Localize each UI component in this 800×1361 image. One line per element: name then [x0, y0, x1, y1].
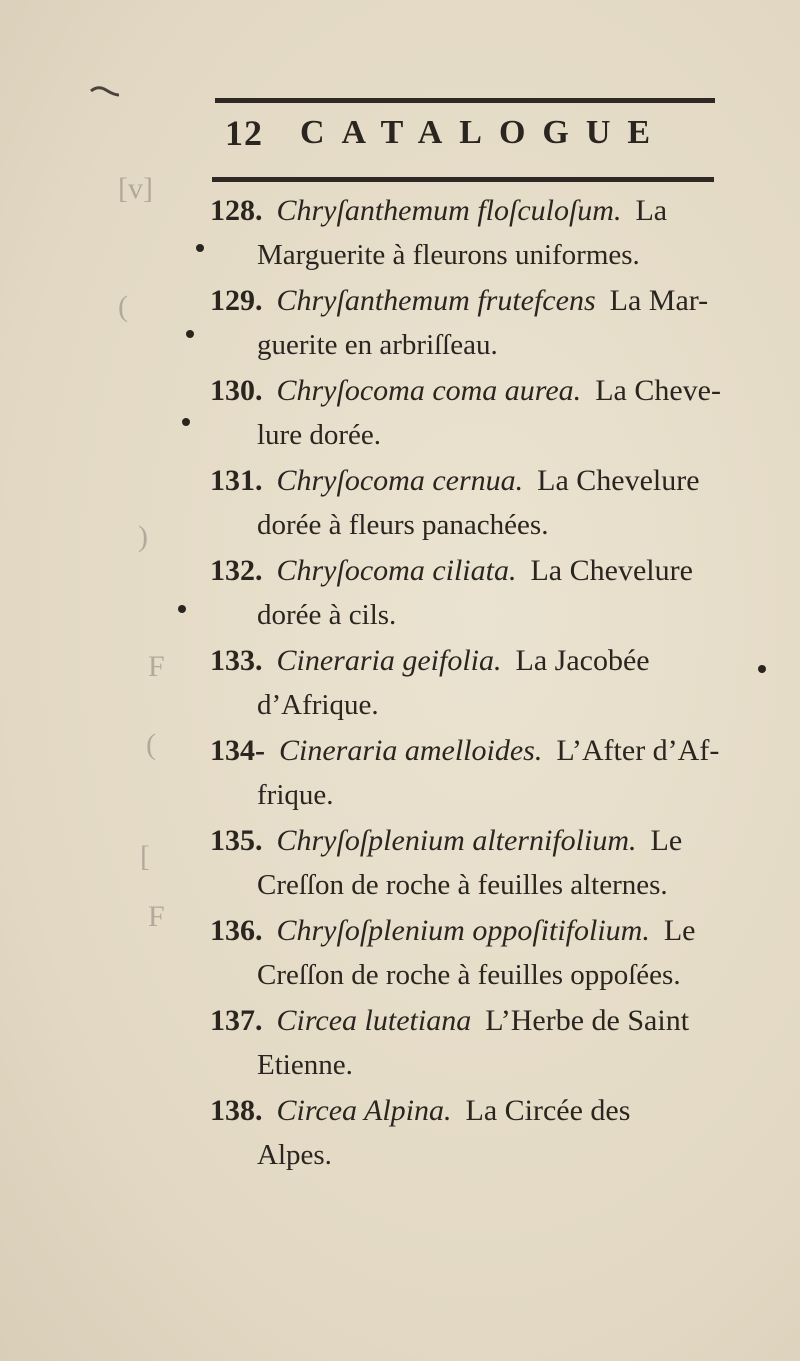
- margin-dot: [758, 665, 766, 673]
- bleed-through-mark: [v]: [118, 172, 153, 205]
- entry-continuation: lure dorée.: [257, 419, 381, 451]
- entry-number: 135.: [210, 824, 263, 857]
- bleed-through-mark: [: [140, 840, 150, 873]
- page-number: 12: [225, 113, 263, 153]
- common-name: L’Herbe de Saint: [485, 1004, 690, 1037]
- catalogue-entry: [210, 458, 750, 548]
- entry-continuation: Alpes.: [257, 1139, 332, 1171]
- entry-continuation: dorée à fleurs panachées.: [257, 509, 549, 541]
- entry-number: 136.: [210, 914, 263, 947]
- entry-number: 137.: [210, 1004, 263, 1037]
- entry-number: 129.: [210, 284, 263, 317]
- entry-continuation: Creſſon de roche à feuilles oppoſées.: [257, 959, 681, 991]
- margin-dot: [182, 418, 190, 426]
- entry-number: 134-: [210, 734, 265, 767]
- catalogue-entry: [210, 638, 750, 728]
- entry-continuation: dorée à cils.: [257, 599, 397, 631]
- latin-name: Circea Alpina.: [276, 1094, 452, 1127]
- common-name: Le: [650, 824, 683, 857]
- common-name: La Jacobée: [515, 644, 650, 677]
- entry-number: 138.: [210, 1094, 263, 1127]
- latin-name: Chryſocoma cernua.: [276, 464, 524, 497]
- margin-dot: [178, 605, 186, 613]
- latin-name: Cineraria amelloides.: [279, 734, 543, 767]
- bleed-through-mark: F: [148, 650, 165, 683]
- catalogue-entry: [210, 278, 750, 368]
- entry-continuation: Creſſon de roche à feuilles alternes.: [257, 869, 668, 901]
- catalogue-entry: [210, 368, 750, 458]
- margin-dot: [186, 330, 194, 338]
- catalogue-entry: [210, 188, 750, 278]
- latin-name: Circea lutetiana: [276, 1004, 472, 1037]
- common-name: Le: [663, 914, 696, 947]
- catalogue-entry: [210, 818, 750, 908]
- common-name: La Circée des: [465, 1094, 631, 1127]
- running-head: CATALOGUE: [300, 114, 668, 151]
- bleed-through-mark: ): [138, 520, 148, 553]
- header-rule-bottom: [212, 177, 714, 182]
- common-name: La Mar-: [609, 284, 709, 317]
- entry-number: 130.: [210, 374, 263, 407]
- latin-name: Chryſoſplenium oppoſitifolium.: [276, 914, 650, 947]
- common-name: L’After d’Af-: [556, 734, 720, 767]
- catalogue-entry: [210, 998, 750, 1088]
- latin-name: Cineraria geifolia.: [276, 644, 502, 677]
- common-name: La: [635, 194, 668, 227]
- catalogue-entry: [210, 1088, 750, 1178]
- entry-number: 131.: [210, 464, 263, 497]
- entry-continuation: Etienne.: [257, 1049, 353, 1081]
- catalogue-entry: [210, 548, 750, 638]
- catalogue-entry: [210, 728, 750, 818]
- latin-name: Chryſoſplenium alternifolium.: [276, 824, 637, 857]
- entry-continuation: Marguerite à fleurons uniformes.: [257, 239, 640, 271]
- entry-number: 133.: [210, 644, 263, 677]
- latin-name: Chryſocoma coma aurea.: [276, 374, 582, 407]
- entry-continuation: d’Afrique.: [257, 689, 379, 721]
- bleed-through-mark: F: [148, 900, 165, 933]
- entry-continuation: guerite en arbriſſeau.: [257, 329, 498, 361]
- catalogue-entry: [210, 908, 750, 998]
- entry-continuation: frique.: [257, 779, 334, 811]
- common-name: La Cheve-: [595, 374, 721, 407]
- ink-mark: [90, 82, 120, 94]
- bleed-through-mark: (: [146, 728, 156, 761]
- bleed-through-mark: (: [118, 290, 128, 323]
- common-name: La Chevelure: [530, 554, 693, 587]
- page-header: [215, 112, 725, 164]
- latin-name: Chryſocoma ciliata.: [276, 554, 517, 587]
- header-rule-top: [215, 98, 715, 103]
- catalogue-entries: [210, 188, 750, 1178]
- margin-dot: [196, 244, 204, 252]
- entry-number: 132.: [210, 554, 263, 587]
- entry-number: 128.: [210, 194, 263, 227]
- latin-name: Chryſanthemum floſculoſum.: [276, 194, 622, 227]
- latin-name: Chryſanthemum frutefcens: [276, 284, 596, 317]
- common-name: La Chevelure: [537, 464, 700, 497]
